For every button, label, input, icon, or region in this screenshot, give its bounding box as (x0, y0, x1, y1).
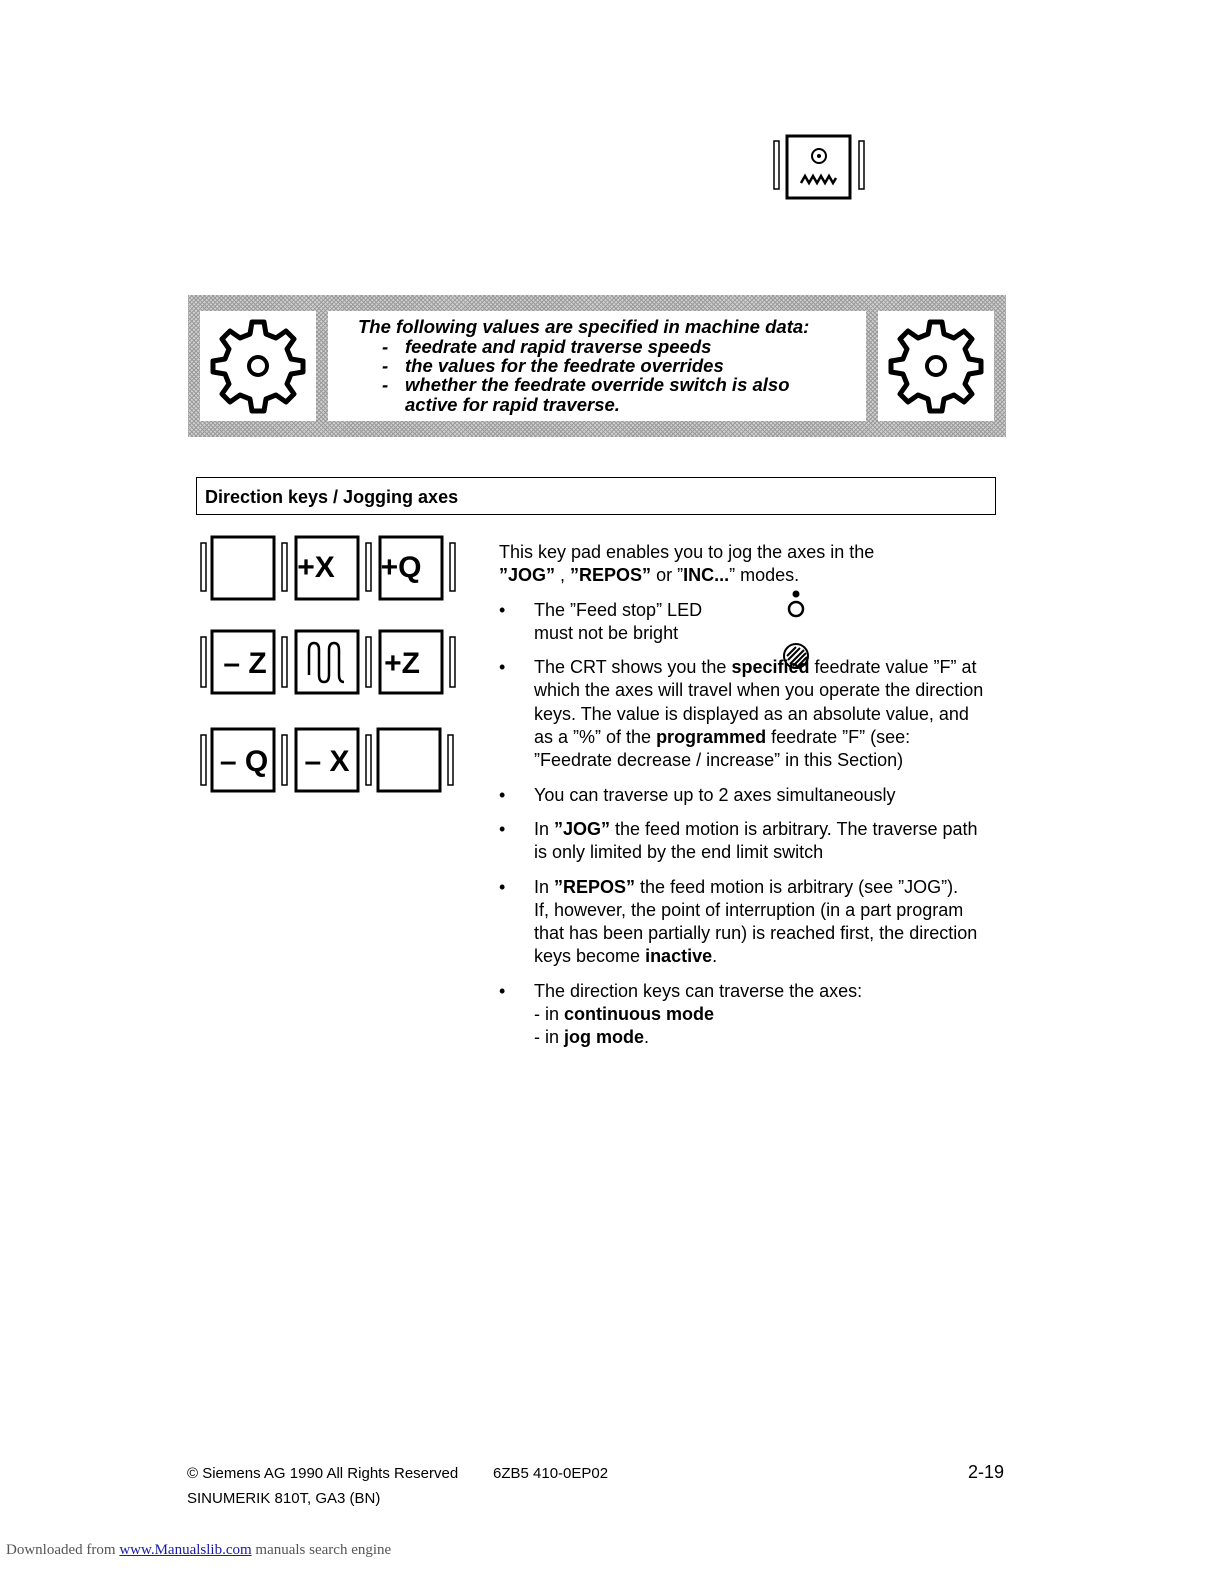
list-item: • You can traverse up to 2 axes simultaneously (499, 784, 896, 805)
key-plus-q[interactable] (366, 537, 455, 599)
key-label: +X (297, 551, 335, 584)
spindle-key-icon (772, 133, 866, 201)
key-minus-q[interactable] (201, 729, 274, 791)
key-label: – Q (219, 745, 269, 778)
section-title: Direction keys / Jogging axes (196, 477, 996, 515)
key-label: +Q (380, 551, 422, 584)
key-blank[interactable] (366, 729, 453, 791)
manualslib-link[interactable]: www.Manualslib.com (119, 1542, 252, 1558)
key-label: – X (304, 745, 350, 778)
rapid-traverse-icon (309, 643, 344, 682)
download-banner: Downloaded from www.Manualslib.com manuals search engine (6, 1542, 392, 1558)
key-minus-z[interactable] (201, 631, 274, 693)
list-item: • The direction keys can traverse the axes: - in continuous mode - in jog mode. (499, 980, 863, 1048)
key-minus-x[interactable] (282, 729, 358, 791)
list-item: • In ”JOG” the feed motion is arbitrary. The traverse path is only limited by the end limit switch (499, 818, 978, 863)
list-item: • In ”REPOS” the feed motion is arbitrary (see ”JOG”). If, however, the point of interruption (in a part program that has been partially run) is reached first, the direction keys become inactive. (499, 876, 978, 967)
list-item: • The ”Feed stop” LED must not be bright (499, 599, 703, 643)
note-text: The following values are specified in machine data: - feedrate and rapid traverse speeds - the values for the feedrate overrides - whether the feedrate override switch is also active for rapid traverse. (328, 311, 866, 421)
key-label: +Z (384, 647, 420, 680)
gear-icon-box (878, 311, 994, 421)
footer-order-number: 6ZB5 410-0EP02 (493, 1465, 609, 1482)
key-label: – Z (223, 647, 267, 680)
direction-keypad (196, 535, 462, 800)
key-blank[interactable] (201, 537, 274, 599)
description (499, 541, 989, 1050)
key-plus-x[interactable] (282, 537, 358, 599)
key-rapid-traverse[interactable] (282, 631, 358, 693)
footer-copyright: © Siemens AG 1990 All Rights Reserved (187, 1465, 459, 1482)
page-number: 2-19 (968, 1462, 1005, 1482)
gear-icon (878, 311, 994, 421)
note-heading: The following values are specified in machine data: (358, 316, 810, 337)
intro-paragraph: This key pad enables you to jog the axes in the ”JOG” , ”REPOS” or ”INC...” modes. (499, 542, 875, 586)
gear-icon-box (200, 311, 316, 421)
footer-product: SINUMERIK 810T, GA3 (BN) (187, 1490, 381, 1507)
key-plus-z[interactable] (366, 631, 455, 693)
list-item: • The CRT shows you the specified feedrate value ”F” at which the axes will travel when you operate the direction keys. The value is displayed as an absolute value, and as a ”%” of the programmed feedrate ”F” (see: ”Feedrate decrease / increase” in this Section) (499, 657, 984, 771)
gear-icon (200, 311, 316, 421)
machine-data-note (188, 295, 1006, 437)
